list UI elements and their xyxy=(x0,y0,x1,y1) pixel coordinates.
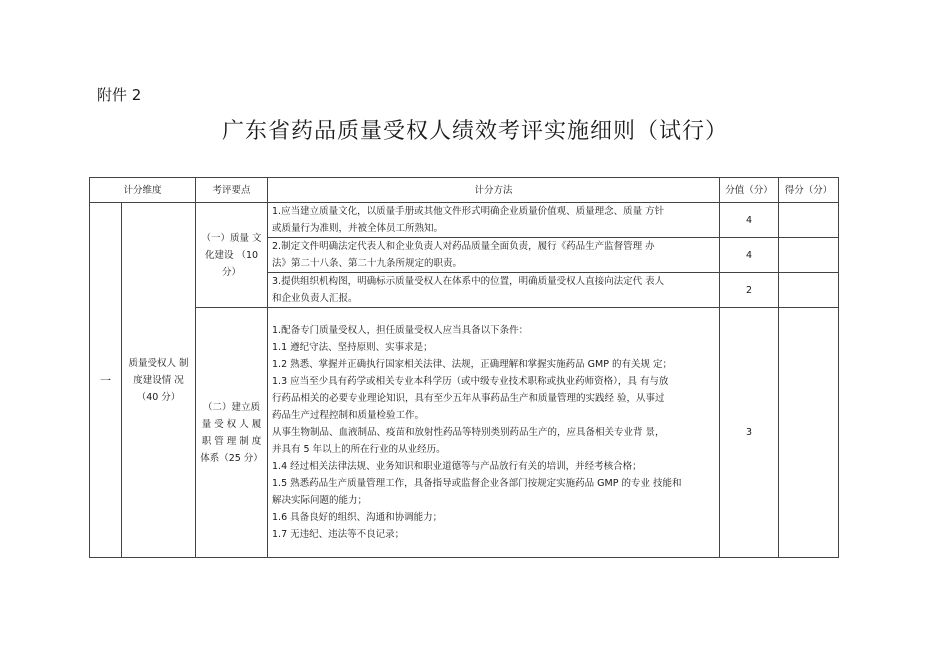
method-line: 1.6 具备良好的组织、沟通和协调能力； xyxy=(272,512,443,523)
method-line: 药品生产过程控制和质量检验工作。 xyxy=(272,410,425,421)
key-point-system: （二）建立质 量 受 权 人 履 职 管 理 制 度 体系（25 分） xyxy=(196,308,268,558)
method-line: 2.制定文件明确法定代表人和企业负责人对药品质量全面负责，履行《药品生产监督管理 办 xyxy=(272,241,655,252)
key-point-culture: （一）质量 文化建设 （10 分） xyxy=(196,203,268,308)
method-cell xyxy=(268,203,720,238)
method-line: 3.提供组织机构图，明确标示质量受权人在体系中的位置，明确质量受权人直接向法定代 表人 xyxy=(272,276,665,287)
method-line: 1.2 熟悉、掌握并正确执行国家相关法律、法规，正确理解和掌握实施药品 GMP 的有关规 定； xyxy=(272,359,672,370)
method-line: 解决实际问题的能力； xyxy=(272,495,368,506)
method-line: 法》第二十八条、第二十九条所规定的职责。 xyxy=(272,258,463,269)
header-method: 计分方法 xyxy=(268,178,720,203)
earned-score-cell[interactable] xyxy=(779,308,839,558)
header-key-points: 考评要点 xyxy=(196,178,268,203)
section-number: 一 xyxy=(90,203,122,558)
table-header-row xyxy=(90,178,839,203)
method-line: 1.1 遵纪守法、坚持原则、实事求是； xyxy=(272,342,433,353)
method-line: 1.配备专门质量受权人，担任质量受权人应当具备以下条件： xyxy=(272,325,529,336)
method-line: 并具有 5 年以上的所在行业的从业经历。 xyxy=(272,444,446,455)
method-line: 从事生物制品、血液制品、疫苗和放射性药品等特别类别药品生产的，应具备相关专业背 景， xyxy=(272,427,665,438)
method-line: 行药品相关的必要专业理论知识，具有至少五年从事药品生产和质量管理的实践经 验，从事过 xyxy=(272,393,665,404)
method-cell xyxy=(268,308,720,558)
score-value: 3 xyxy=(720,308,779,558)
section-dimension: 质量受权人 制度建设情 况（40 分） xyxy=(122,203,196,558)
earned-score-cell[interactable] xyxy=(779,273,839,308)
method-line: 1.应当建立质量文化，以质量手册或其他文件形式明确企业质量价值观、质量理念、质量 方针 xyxy=(272,206,665,217)
score-value: 4 xyxy=(720,203,779,238)
method-line: 1.4 经过相关法律法规、业务知识和职业道德等与产品放行有关的培训，并经考核合格； xyxy=(272,461,642,472)
score-value: 4 xyxy=(720,238,779,273)
method-line: 或质量行为准则，并被全体员工所熟知。 xyxy=(272,223,444,234)
table-row xyxy=(90,308,839,558)
earned-score-cell[interactable] xyxy=(779,238,839,273)
attachment-label: 附件 2 xyxy=(97,86,142,104)
table-row xyxy=(90,203,839,238)
method-cell xyxy=(268,238,720,273)
document-title: 广东省药品质量受权人绩效考评实施细则（试行） xyxy=(221,119,728,144)
earned-score-cell[interactable] xyxy=(779,203,839,238)
method-line: 和企业负责人汇报。 xyxy=(272,293,358,304)
method-line: 1.3 应当至少具有药学或相关专业本科学历（或中级专业技术职称或执业药师资格），具 有与放 xyxy=(272,376,669,387)
method-line: 1.5 熟悉药品生产质量管理工作，具备指导或监督企业各部门按规定实施药品 GMP 的专业 技能和 xyxy=(272,478,682,489)
scoring-table xyxy=(89,177,839,558)
header-score: 分值（分） xyxy=(720,178,779,203)
method-line: 1.7 无违纪、违法等不良记录； xyxy=(272,529,405,540)
header-earned: 得分（分） xyxy=(779,178,839,203)
header-dimension: 计分维度 xyxy=(90,178,196,203)
score-value: 2 xyxy=(720,273,779,308)
method-cell xyxy=(268,273,720,308)
